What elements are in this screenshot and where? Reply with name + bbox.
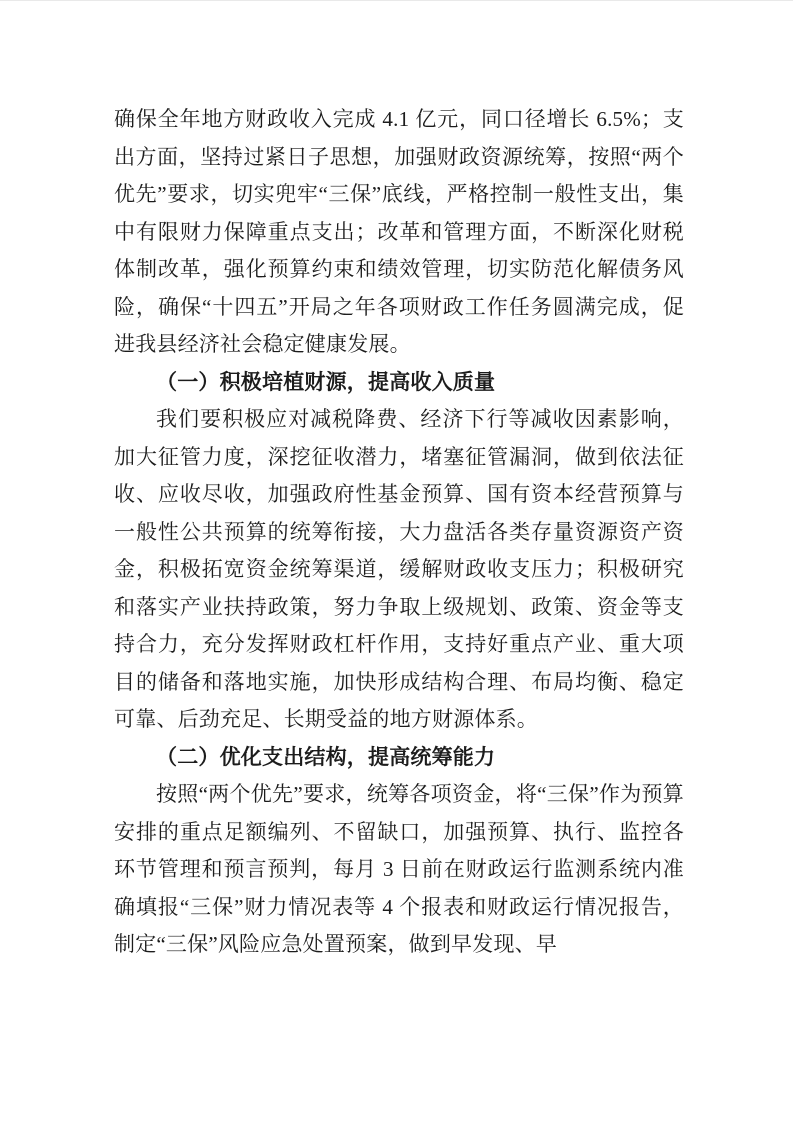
paragraph-continued-from-previous-page: 确保全年地方财政收入完成 4.1 亿元，同口径增长 6.5%；支出方面，坚持过紧日子思想，加强财政资源统筹，按照“两个优先”要求，切实兜牢“三保”底线，严格控制一般性支出，集中有限财力保障重点支出；改革和管理方面，不断深化财税体制改革，强化预算约束和绩效管理，切实防范化解债务风险，确保“十四五”开局之年各项财政工作任务圆满完成，促进我县经济社会稳定健康发展。 bbox=[114, 107, 684, 356]
section-heading-1: （一）积极培植财源，提高收入质量 bbox=[156, 370, 496, 394]
paragraph-section-1: 我们要积极应对减税降费、经济下行等减收因素影响，加大征管力度，深挖征收潜力，堵塞征管漏洞，做到依法征收、应收尽收，加强政府性基金预算、国有资本经营预算与一般性公共预算的统筹衔接，大力盘活各类存量资源资产资金，积极拓宽资金统筹渠道，缓解财政收支压力；积极研究和落实产业扶持政策，努力争取上级规划、政策、资金等支持合力，充分发挥财政杠杆作用，支持好重点产业、重大项目的储备和落地实施，加快形成结构合理、布局均衡、稳定可靠、后劲充足、长期受益的地方财源体系。 bbox=[114, 407, 684, 731]
paragraph-section-2: 按照“两个优先”要求，统筹各项资金，将“三保”作为预算安排的重点足额编列、不留缺口，加强预算、执行、监控各环节管理和预言预判，每月 3 日前在财政运行监测系统内准确填报“三保”财力情况表等 4 个报表和财政运行情况报告，制定“三保”风险应急处置预案，做到早发现、早 bbox=[114, 782, 684, 956]
page-text-block bbox=[114, 101, 684, 964]
section-heading-2: （二）优化支出结构，提高统筹能力 bbox=[156, 745, 496, 769]
